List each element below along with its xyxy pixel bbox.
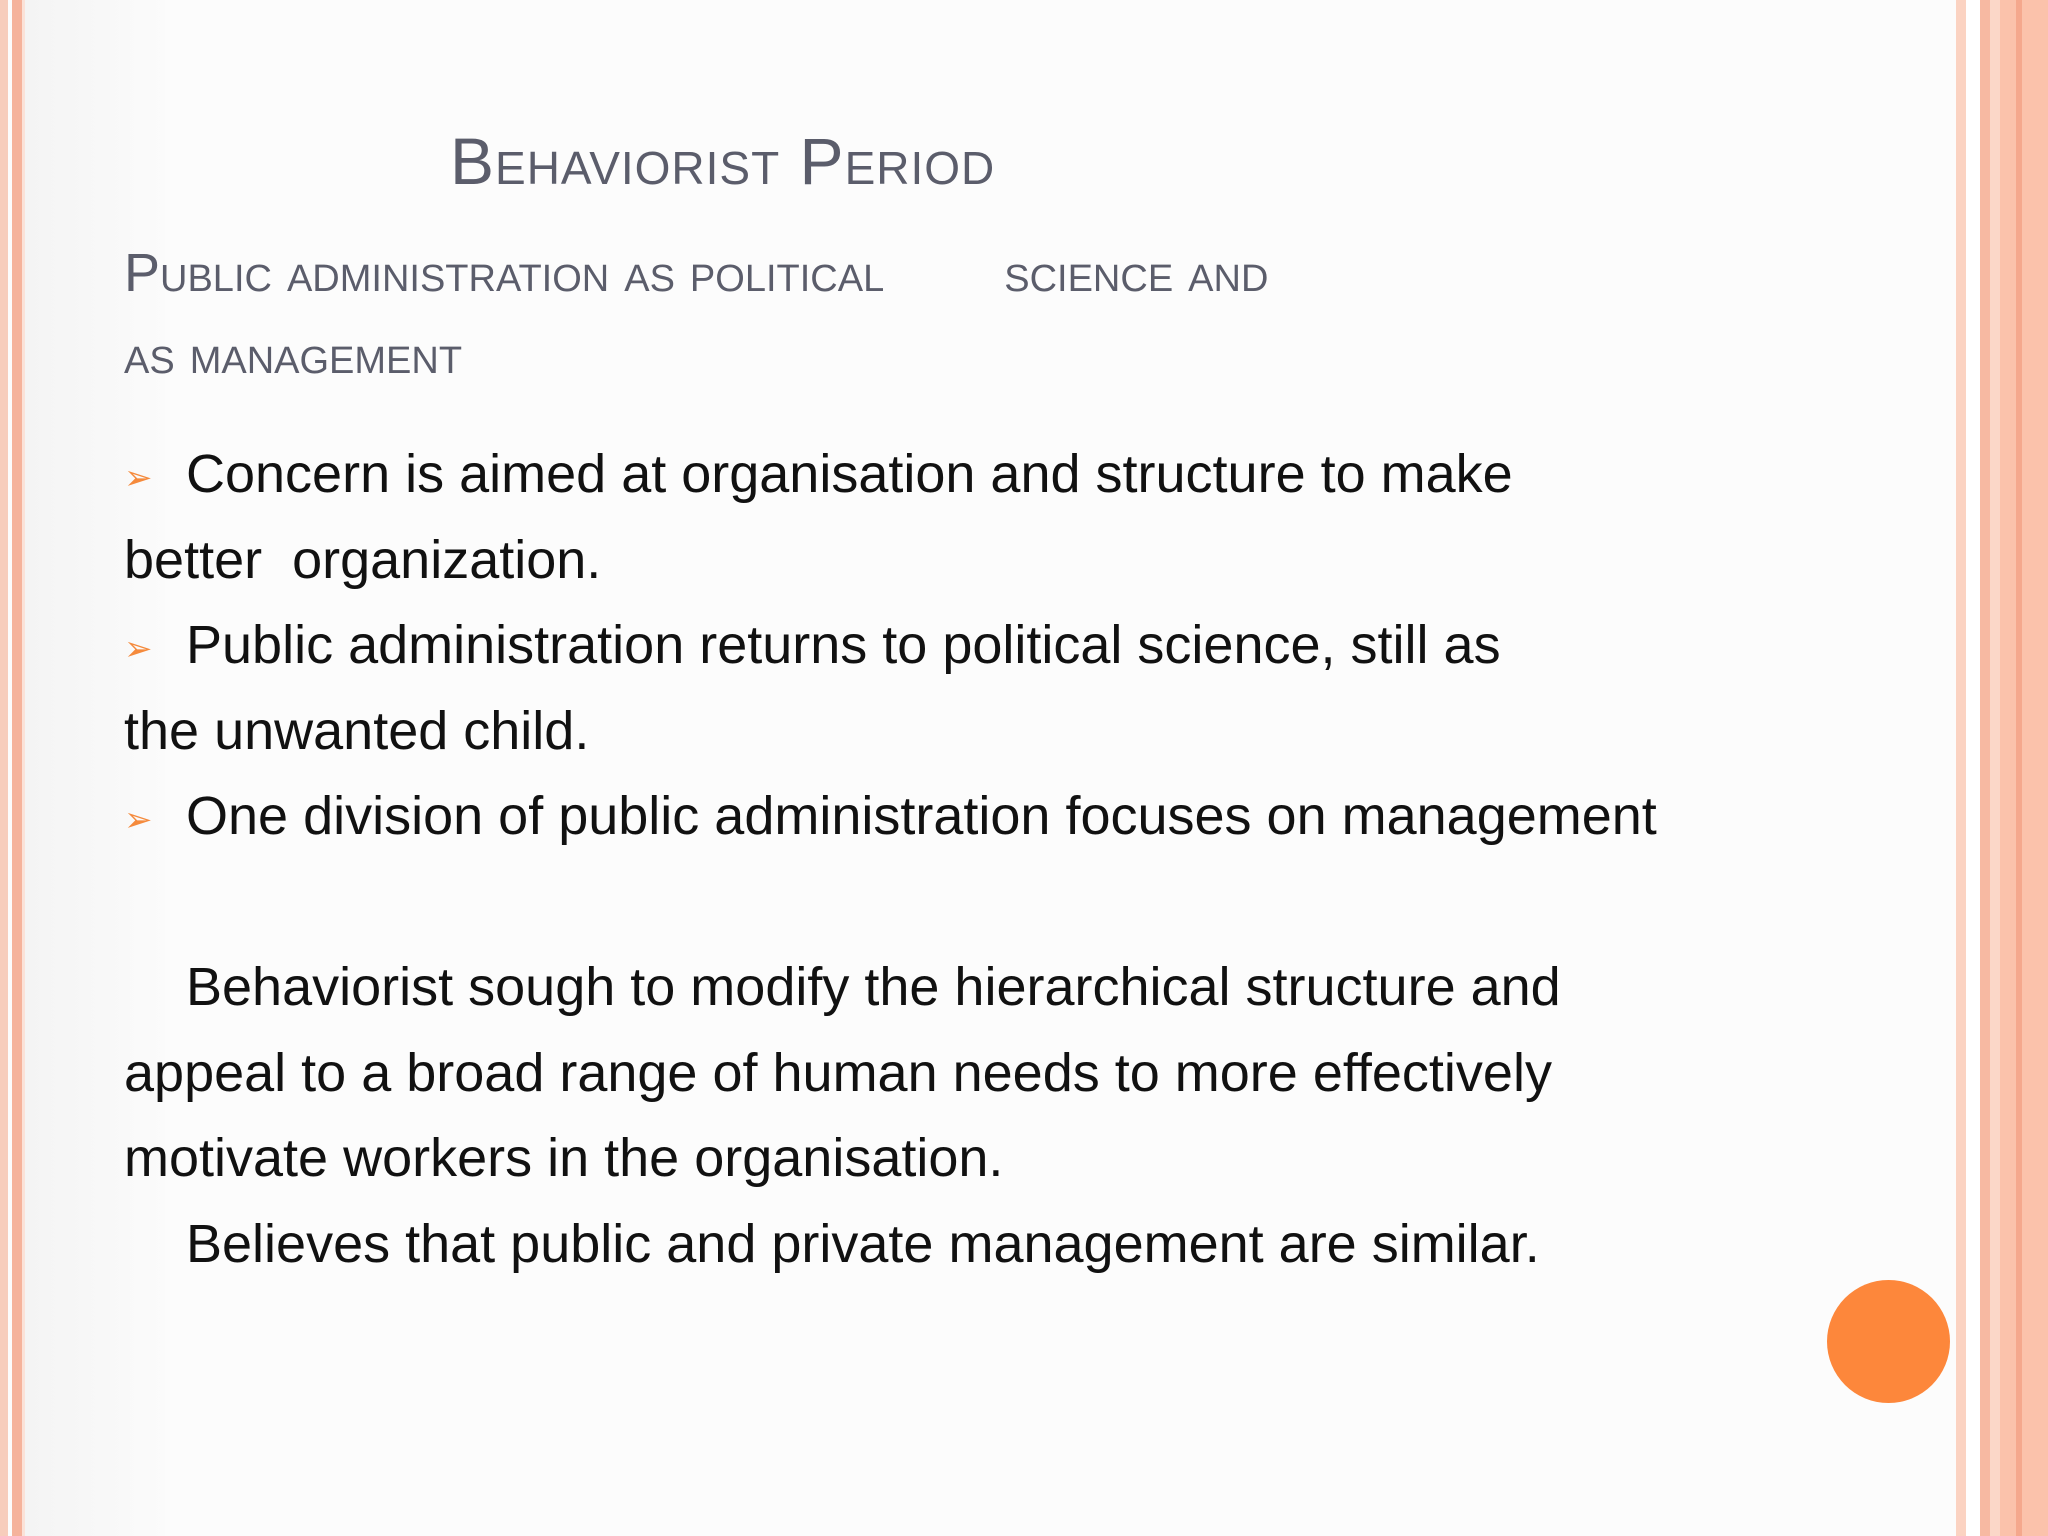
bullet-text: Concern is aimed at organisation and structure to make [186,444,1513,504]
right-border-stripe [1980,0,1990,1536]
slide-subtitle [124,232,1764,396]
bullet-item [124,432,1804,518]
paragraph-line [124,945,1804,1031]
slide-body [124,432,1804,1287]
paragraph-line: appeal to a broad range of human needs to more effectively [124,1042,1552,1103]
subtitle-line: Public administration as political science and [124,243,1269,303]
bullet-continuation: the unwanted child. [124,700,590,761]
right-border-stripe [1966,0,1980,1536]
right-border-stripe [2016,0,2022,1536]
right-border-stripe [2000,0,2048,1536]
bullet-text: One division of public administration focuses on management [186,786,1657,846]
left-border-stripe [12,0,22,1536]
right-border-stripe [1956,0,1966,1536]
spacer [124,860,1804,946]
orange-circle-decoration [1827,1280,1950,1403]
closing-text: Believes that public and private management are similar. [186,1213,1540,1274]
arrowhead-bullet-icon: ➢ [124,458,153,497]
subtitle-line: as management [124,325,463,385]
slide-title: Behaviorist Period [450,124,996,198]
arrowhead-bullet-icon: ➢ [124,800,153,839]
paragraph-line: motivate workers in the organisation. [124,1128,1004,1188]
arrowhead-bullet-icon: ➢ [124,629,153,668]
bullet-item [124,774,1804,860]
bullet-item [124,603,1804,689]
bullet-continuation: better organization. [124,529,602,590]
closing-line [124,1202,1804,1288]
right-border-stripe [1990,0,2000,1536]
paragraph-text: Behaviorist sough to modify the hierarchical structure and [186,957,1561,1017]
left-border-stripe [0,0,8,1536]
bullet-text: Public administration returns to political science, still as [186,615,1501,675]
